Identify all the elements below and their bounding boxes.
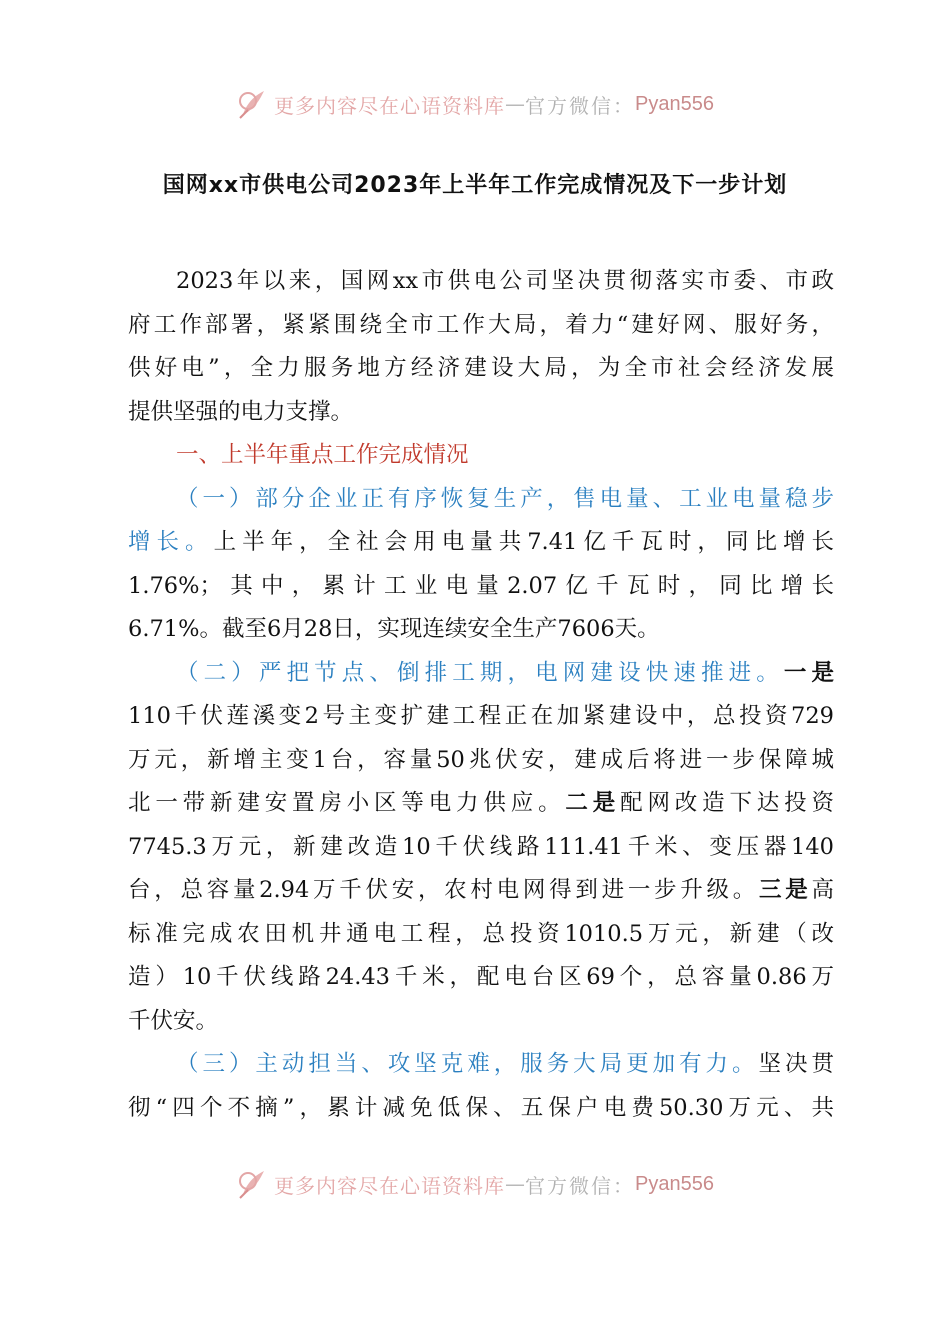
watermark-dash: — xyxy=(505,1172,526,1196)
para1-line2: 府工作部署，紧紧围绕全市工作大局，着力“建好网、服好务， xyxy=(128,311,834,338)
item1-line2 xyxy=(128,521,834,565)
watermark-wechat-label: 官方微信： xyxy=(525,1173,636,1198)
item2-point3-label: 三是 xyxy=(759,877,812,903)
item2-line6-text-a: 台，总容量2.94万千伏安，农村电网得到进一步升级。 xyxy=(128,877,759,903)
item1-heading-tail: 增长。 xyxy=(128,529,214,555)
item1-line4: 6.71%。截至6月28日，实现连续安全生产7606天。 xyxy=(128,616,660,642)
item3-line1 xyxy=(128,1043,834,1087)
item3-line1-text: 坚决贯 xyxy=(758,1051,834,1077)
document-body xyxy=(128,260,834,1130)
document-title: 国网xx市供电公司2023年上半年工作完成情况及下一步计划 xyxy=(162,173,788,198)
item2-point2-label: 二是 xyxy=(565,790,621,816)
quill-logo-icon xyxy=(236,1167,270,1201)
item2-line8: 造）10千伏线路24.43千米，配电台区69个，总容量0.86万 xyxy=(128,964,834,990)
watermark-footer xyxy=(0,1164,950,1204)
item2-line9: 千伏安。 xyxy=(128,1007,219,1034)
item2-line3: 万元，新增主变1台，容量50兆伏安，建成后将进一步保障城 xyxy=(128,746,834,773)
watermark-main-text: 更多内容尽在心语资料库 xyxy=(274,1173,506,1198)
watermark-wechat-id: Pyan556 xyxy=(635,92,714,115)
item2-point1-label: 一是 xyxy=(783,659,834,686)
item3-heading: （三）主动担当、攻坚克难，服务大局更加有力。 xyxy=(176,1051,759,1077)
item2-line4-text-b: 配网改造下达投资 xyxy=(620,790,834,816)
para1-line3: 供好电”，全力服务地方经济建设大局，为全市社会经济发展 xyxy=(128,355,834,381)
item1-line1: （一）部分企业正有序恢复生产，售电量、工业电量稳步 xyxy=(176,485,834,512)
watermark-header xyxy=(0,84,950,124)
watermark-wechat-label: 官方微信： xyxy=(525,93,636,118)
watermark-main-text: 更多内容尽在心语资料库 xyxy=(274,93,506,118)
item2-heading: （二）严把节点、倒排工期，电网建设快速推进。 xyxy=(176,659,784,686)
item1-line2-text: 上半年，全社会用电量共7.41亿千瓦时，同比增长 xyxy=(213,529,834,555)
quill-logo-icon xyxy=(236,87,270,121)
watermark-dash: — xyxy=(505,92,526,116)
item1-line3: 1.76%；其中，累计工业电量2.07亿千瓦时，同比增长 xyxy=(128,572,834,599)
para1-line1: 2023年以来，国网xx市供电公司坚决贯彻落实市委、市政 xyxy=(176,268,834,294)
item2-line1 xyxy=(128,652,834,696)
item2-line6 xyxy=(128,869,834,913)
item2-line2: 110千伏莲溪变2号主变扩建工程正在加紧建设中，总投资729 xyxy=(128,703,834,729)
item2-line5: 7745.3万元，新建改造10千伏线路111.41千米、变压器140 xyxy=(128,833,834,860)
item3-line2: 彻“四个不摘”，累计减免低保、五保户电费50.30万元、共 xyxy=(128,1094,834,1121)
para1-line4: 提供坚强的电力支撑。 xyxy=(128,398,354,425)
item2-line7: 标准完成农田机井通电工程，总投资1010.5万元，新建（改 xyxy=(128,920,834,947)
item2-line4-text-a: 北一带新建安置房小区等电力供应。 xyxy=(128,790,566,816)
watermark-wechat-id: Pyan556 xyxy=(635,1172,714,1195)
item2-line4 xyxy=(128,782,834,826)
section1-heading: 一、上半年重点工作完成情况 xyxy=(176,442,469,468)
item2-line6-text-b: 高 xyxy=(811,877,834,903)
